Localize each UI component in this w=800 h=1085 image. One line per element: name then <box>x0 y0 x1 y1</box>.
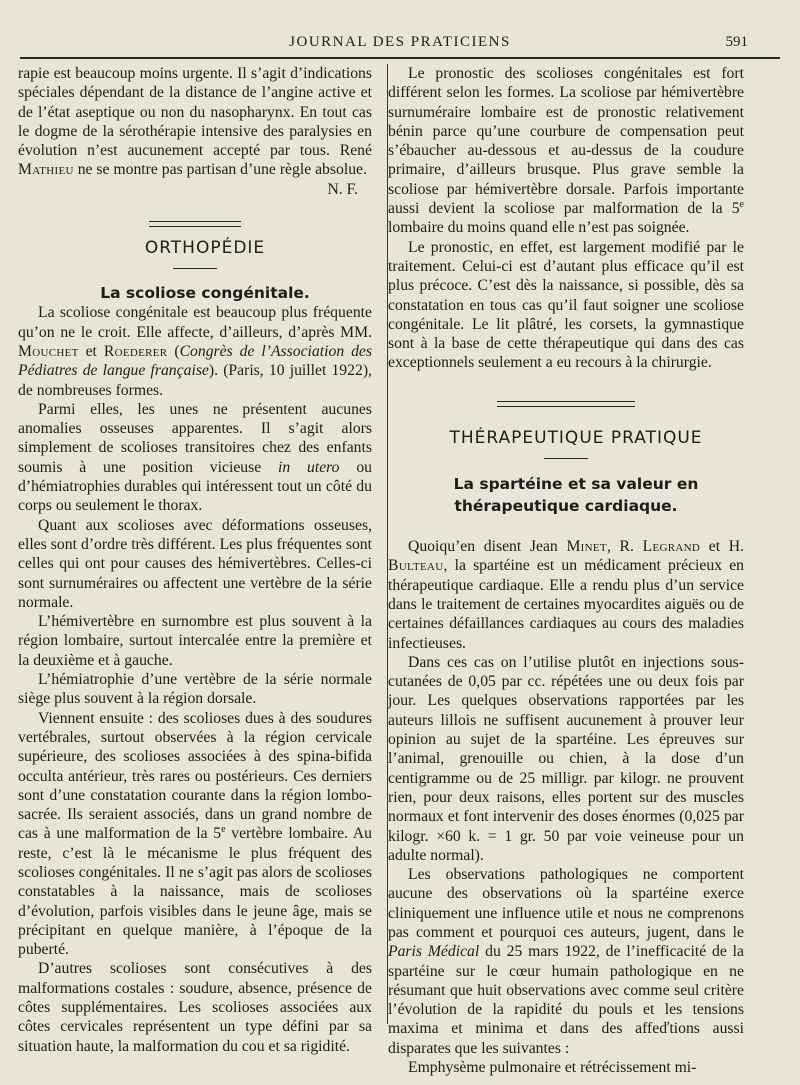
author-name: Mouchet <box>18 342 79 360</box>
signature: N. F. <box>327 180 358 198</box>
author-name: Mathieu <box>18 161 74 179</box>
paragraph: L’hémiatrophie d’une vertèbre de la série normale siège plus souvent à la région dorsale. <box>18 671 372 708</box>
section-divider <box>149 221 241 227</box>
paragraph <box>18 303 372 399</box>
text-run: Viennent ensuite : des scolioses dues à des soudures vertébrales, surtout observées à la région cervicale supérieure, des scolioses associées à des spina-bifida occulta antérieur, très rares ou postérieurs. Ces derniers sont d’une constatation courante dans la région lombo-sacrée. Ils seraient associés, dans un grand nombre de cas à une malformation de la 5 <box>18 709 372 843</box>
journal-name: Paris Médical <box>388 943 480 961</box>
text-run: ou d’hémiatrophies durables qui intéressent tout un côté du corps ou seulement le thorax. <box>18 458 373 515</box>
paragraph <box>388 537 744 653</box>
short-rule <box>173 268 217 269</box>
text-run: lombaire du moins quand elle n’est pas soignée. <box>388 219 690 237</box>
superscript: e <box>221 824 226 836</box>
section-heading: THÉRAPEUTIQUE PRATIQUE <box>449 427 703 448</box>
right-column <box>388 64 744 1077</box>
paragraph <box>388 865 744 1058</box>
paragraph: Emphysème pulmonaire et rétrécissement mi- <box>408 1059 697 1077</box>
paragraph: Le pronostic, en effet, est largement modifié par le traitement. Celui-ci est d’autant plus efficace qu’il est plus précoce. C’est dès la naissance, si possible, dès sa constatation en tous cas qu’il faut soigner une scoliose congénitale. Le lit plâtré, les corsets, la gymnastique sont à la base de cette thérapeutique qui dans des cas exceptionnels seulement a eu recours à la chirurgie. <box>388 238 744 372</box>
italic-term: in utero <box>278 458 340 476</box>
paragraph: D’autres scolioses sont consécutives à des malformations costales : soudure, absence, présence de côtes supplémentaires. Les scolioses associées aux côtes cervicales représentent un type défini par sa situation haute, la malformation du cou et sa rigidité. <box>18 960 372 1055</box>
text-run: vertèbre lombaire. Au reste, c’est là le mécanisme le plus fréquent des scolioses congénitales. Il ne s’agit pas alors de scolioses constatables à la naissance, mais de scolioses d’évolution, parfois visibles dans le jeune âge, mais se précipitant en quelque manière, à l’époque de la puberté. <box>18 825 372 959</box>
text-run: , R. <box>606 538 643 556</box>
text-run: Le pronostic des scolioses congénitales est fort différent selon les formes. La scoliose par hémivertèbre surnuméraire lombaire est de pronostic relativement bénin parce qu’une courbure de compensation peut s’ébaucher au-dessous et au-dessus de la coudure primaire, d’ailleurs brusque. Plus grave semble la scoliose par hémivertèbre dorsale. Parfois importante aussi devient la scoliose par malformation de la 5 <box>388 65 744 218</box>
text-run: ( <box>167 342 180 360</box>
text-run: rapie est beaucoup moins urgente. Il s’agit d’indications spéciales dépendant de la distance de l’angine active et de l’état aseptique ou non du nasopharynx. En tout cas le dogme de la sérothérapie intensive des paralysies en évolution n’est aucunement accepté par tous. René <box>18 65 372 160</box>
text-run: ). (Paris, 10 juillet 1922), de nombreuses formes. <box>18 362 372 399</box>
page-header <box>0 34 800 56</box>
text-run: ne se montre pas partisan d’une règle absolue. <box>73 161 367 179</box>
article-title: La scoliose congénitale. <box>100 284 310 303</box>
paragraph <box>18 400 372 516</box>
author-name: Roederer <box>103 342 168 360</box>
left-column <box>18 64 372 1056</box>
citation: Congrès de l’Association des Pédiatres de langue française <box>18 342 372 380</box>
text-run: et <box>78 342 104 360</box>
text-run: La scoliose congénitale est beaucoup plus fréquente qu’on ne le croit. Elle affecte, d’ailleurs, d’après MM. <box>18 304 372 341</box>
intro-paragraph <box>18 64 372 180</box>
text-run: et H. <box>700 538 744 556</box>
paragraph: Dans ces cas on l’utilise plutôt en injections sous-cutanées de 0,05 par cc. répétées une ou deux fois par jour. Les quelques observations rapportées par les auteurs lillois ne suffisent aucunement à prouver leur opinion au sujet de la spartéine. Les épreuves sur l’animal, grenouille ou chien, à la dose d’un centigramme ou de 25 milligr. par kilogr. ne prouvent rien, pour deux raisons, elles portent sur des muscles normaux et font intervenir des doses énormes (0,025 par kilogr. ×60 k. = 1 gr. 50 par voie veineuse pour un adulte normal). <box>388 653 744 864</box>
running-title: JOURNAL DES PRATICIENS <box>289 34 511 50</box>
author-name: Minet <box>566 538 607 556</box>
text-run: Quoiqu’en disent Jean <box>408 538 567 556</box>
page-number: 591 <box>725 34 748 50</box>
article-title: La spartéine et sa valeur en thérapeutique cardiaque. <box>453 475 699 516</box>
section-heading: ORTHOPÉDIE <box>144 238 266 259</box>
paragraph: Quant aux scolioses avec déformations osseuses, elles sont d’ordre très différent. Les plus fréquentes sont celles qui ont pour causes des hémivertèbres. Celles-ci sont surnuméraires ou affectent une vertèbre de la série normale. <box>18 516 372 611</box>
header-rule <box>20 57 780 59</box>
section-divider <box>497 401 635 407</box>
author-name: Bulteau <box>388 557 444 575</box>
paragraph <box>18 709 372 960</box>
short-rule <box>544 458 588 459</box>
text-run: Les observations pathologiques ne comportent aucune des observations où la spartéine exerce cliniquement une influence utile et nous ne comprenons pas comment et pourquoi ces auteurs, jugent, dans le <box>388 866 744 941</box>
paragraph <box>388 64 744 238</box>
paragraph: L’hémivertèbre en surnombre est plus souvent à la région lombaire, surtout intercalée entre la première et la deuxième et à gauche. <box>18 613 372 669</box>
text-run: du 25 mars 1922, de l’inefficacité de la spartéine sur le cœur humain pathologique en ne résumant que huit observations avec comme seul critère l’évolution de la rapidité du pouls et les tensions maxima et minima et dans des affeďtions aussi disparates que les suivantes : <box>388 943 744 1057</box>
text-run: , la spartéine est un médicament précieux en thérapeutique cardiaque. Elle a rendu plus d’un service dans le traitement de certaines myocardites aiguës ou de certaines défaillances cardiaques au cours des maladies infectieuses. <box>388 557 744 652</box>
text-run: Parmi elles, les unes ne présentent aucunes anomalies osseuses apparentes. Il s’agit alors simplement de scolioses transitoires chez des enfants soumis à une position vicieuse <box>18 400 372 476</box>
superscript: e <box>739 198 744 210</box>
author-name: Legrand <box>642 538 701 556</box>
